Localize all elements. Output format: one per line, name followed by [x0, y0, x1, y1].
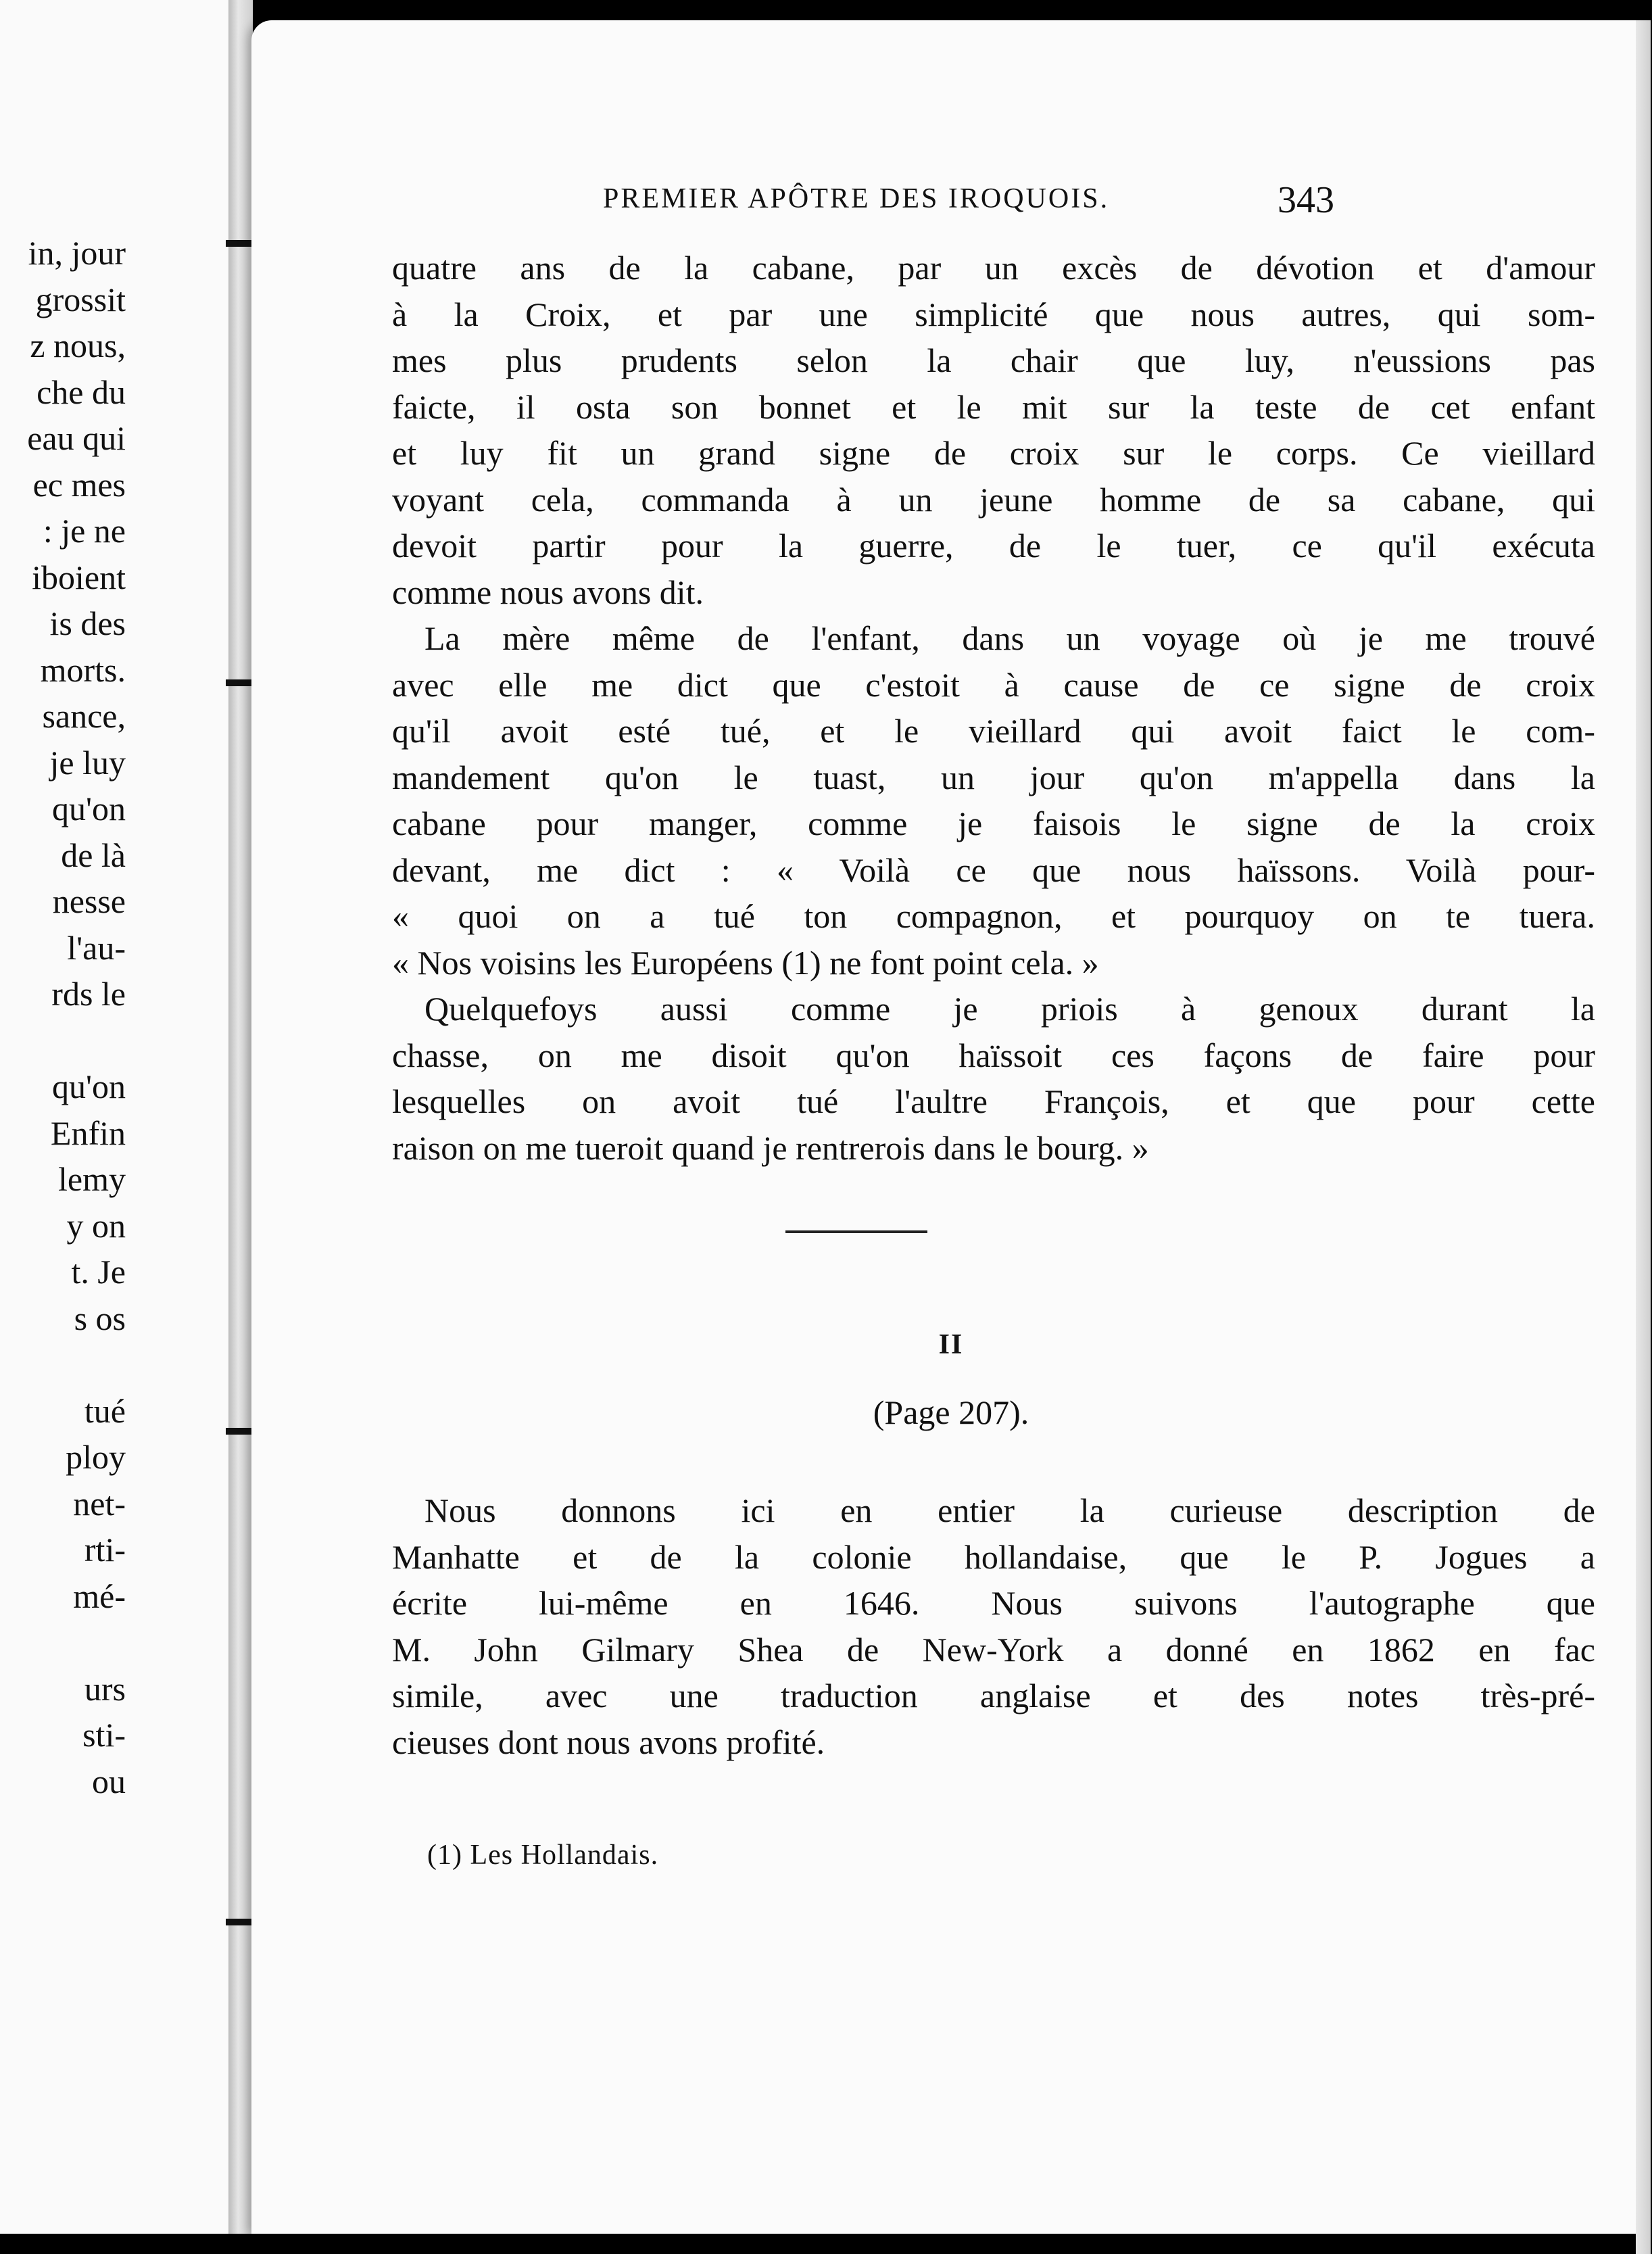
left-page-line: is des	[49, 604, 126, 642]
text-line: cieuses dont nous avons profité.	[392, 1723, 825, 1761]
left-page-line: eau qui	[27, 419, 126, 457]
left-page-line: qu'on	[51, 790, 126, 828]
text-line: devant, me dict : « Voilà ce que nous haïssons. Voilà pour-	[392, 850, 1595, 889]
paragraph-mother	[392, 615, 1595, 986]
paragraph-continuation	[392, 245, 1595, 615]
left-page-line: je luy	[49, 743, 126, 782]
text-line: cabane pour manger, comme je faisois le signe de la croix	[392, 805, 1595, 842]
left-page-line: ploy	[66, 1438, 126, 1476]
text-line: et luy fit un grand signe de croix sur le corps. Ce vieillard	[392, 434, 1595, 472]
book-page	[251, 20, 1651, 2234]
left-page-line: grossit	[35, 280, 126, 318]
left-page-line: iboient	[32, 558, 126, 596]
left-page-line: sance,	[42, 697, 126, 735]
left-page-line	[27, 1619, 126, 1666]
left-facing-page	[0, 0, 251, 2234]
left-page-line	[27, 1341, 126, 1388]
left-page-line: de là	[61, 836, 126, 874]
left-page-line: y on	[66, 1206, 126, 1245]
text-line: comme nous avons dit.	[392, 573, 704, 611]
left-page-line: ou	[92, 1762, 126, 1800]
text-line: Nous donnons ici en entier la curieuse description de	[424, 1491, 1595, 1529]
left-page-line: l'au-	[67, 928, 126, 967]
paragraph-hunting	[392, 986, 1595, 1171]
section-divider	[785, 1230, 927, 1233]
text-line: quatre ans de la cabane, par un excès de dévotion et d'amour	[392, 249, 1595, 287]
left-page-line: qu'on	[51, 1068, 126, 1105]
text-line: mes plus prudents selon la chair que luy, n'eussions pas	[392, 341, 1595, 379]
left-page-line: s os	[74, 1299, 126, 1337]
left-page-line: mé-	[73, 1577, 126, 1615]
left-page-line: lemy	[58, 1160, 126, 1198]
text-line: voyant cela, commanda à un jeune homme de sa cabane, qui	[392, 480, 1595, 519]
left-page-line: z nous,	[30, 327, 126, 364]
left-page-line: in, jour	[28, 234, 126, 272]
left-page-line: Enfin	[50, 1113, 126, 1152]
left-page-line: nesse	[52, 882, 126, 920]
left-page-line: sti-	[82, 1716, 126, 1754]
text-line: M. John Gilmary Shea de New-York a donné en 1862 en fac	[392, 1630, 1595, 1669]
book-gutter	[228, 0, 253, 2234]
text-line: qu'il avoit esté tué, et le vieillard qui avoit faict le com-	[392, 712, 1595, 750]
left-page-line: : je ne	[43, 512, 126, 550]
text-line: devoit partir pour la guerre, de le tuer, ce qu'il exécuta	[392, 527, 1595, 565]
left-page-line: rti-	[84, 1531, 126, 1568]
text-line: à la Croix, et par une simplicité que nous autres, qui som-	[392, 295, 1595, 333]
footnote: (1) Les Hollandais.	[427, 1840, 659, 1871]
left-page-line: ec mes	[32, 465, 126, 504]
page-header	[251, 179, 1651, 230]
text-line: simile, avec une traduction anglaise et des notes très-pré-	[392, 1677, 1595, 1715]
text-line: chasse, on me disoit qu'on haïssoit ces façons de faire pour	[392, 1036, 1595, 1074]
paragraph-manhatte	[392, 1487, 1595, 1765]
section-page-reference: (Page 207).	[873, 1393, 1029, 1431]
left-page-line: morts.	[40, 650, 126, 689]
left-page-line: net-	[73, 1484, 126, 1522]
left-page-line: rds le	[51, 975, 126, 1013]
text-line: lesquelles on avoit tué l'aultre François, et que pour cette	[392, 1082, 1595, 1120]
text-line: La mère même de l'enfant, dans un voyage où je me trouvé	[424, 619, 1595, 657]
running-title: PREMIER APÔTRE DES IROQUOIS.	[603, 183, 1110, 214]
text-line: avec elle me dict que c'estoit à cause de ce signe de croix	[392, 665, 1595, 704]
text-line: Manhatte et de la colonie hollandaise, que le P. Jogues a	[392, 1537, 1595, 1576]
page-number: 343	[1278, 179, 1334, 221]
text-line: Quelquefoys aussi comme je priois à genoux durant la	[424, 990, 1595, 1028]
text-line: « quoi on a tué ton compagnon, et pourquoy on te tuera.	[392, 897, 1595, 935]
left-page-line: t. Je	[71, 1253, 126, 1291]
section-number: II	[938, 1329, 964, 1360]
left-page-line	[27, 1017, 126, 1064]
left-page-text	[27, 230, 126, 1804]
left-page-line: urs	[84, 1669, 126, 1708]
page-edge	[1636, 20, 1651, 2254]
text-line: mandement qu'on le tuast, un jour qu'on m'appella dans la	[392, 758, 1595, 796]
text-line: écrite lui-même en 1646. Nous suivons l'autographe que	[392, 1584, 1595, 1622]
left-page-line: che du	[37, 373, 126, 411]
text-line: faicte, il osta son bonnet et le mit sur la teste de cet enfant	[392, 387, 1595, 426]
left-page-line: tué	[84, 1391, 126, 1430]
text-line: « Nos voisins les Européens (1) ne font point cela. »	[392, 943, 1099, 982]
text-line: raison on me tueroit quand je rentrerois dans le bourg. »	[392, 1128, 1149, 1167]
